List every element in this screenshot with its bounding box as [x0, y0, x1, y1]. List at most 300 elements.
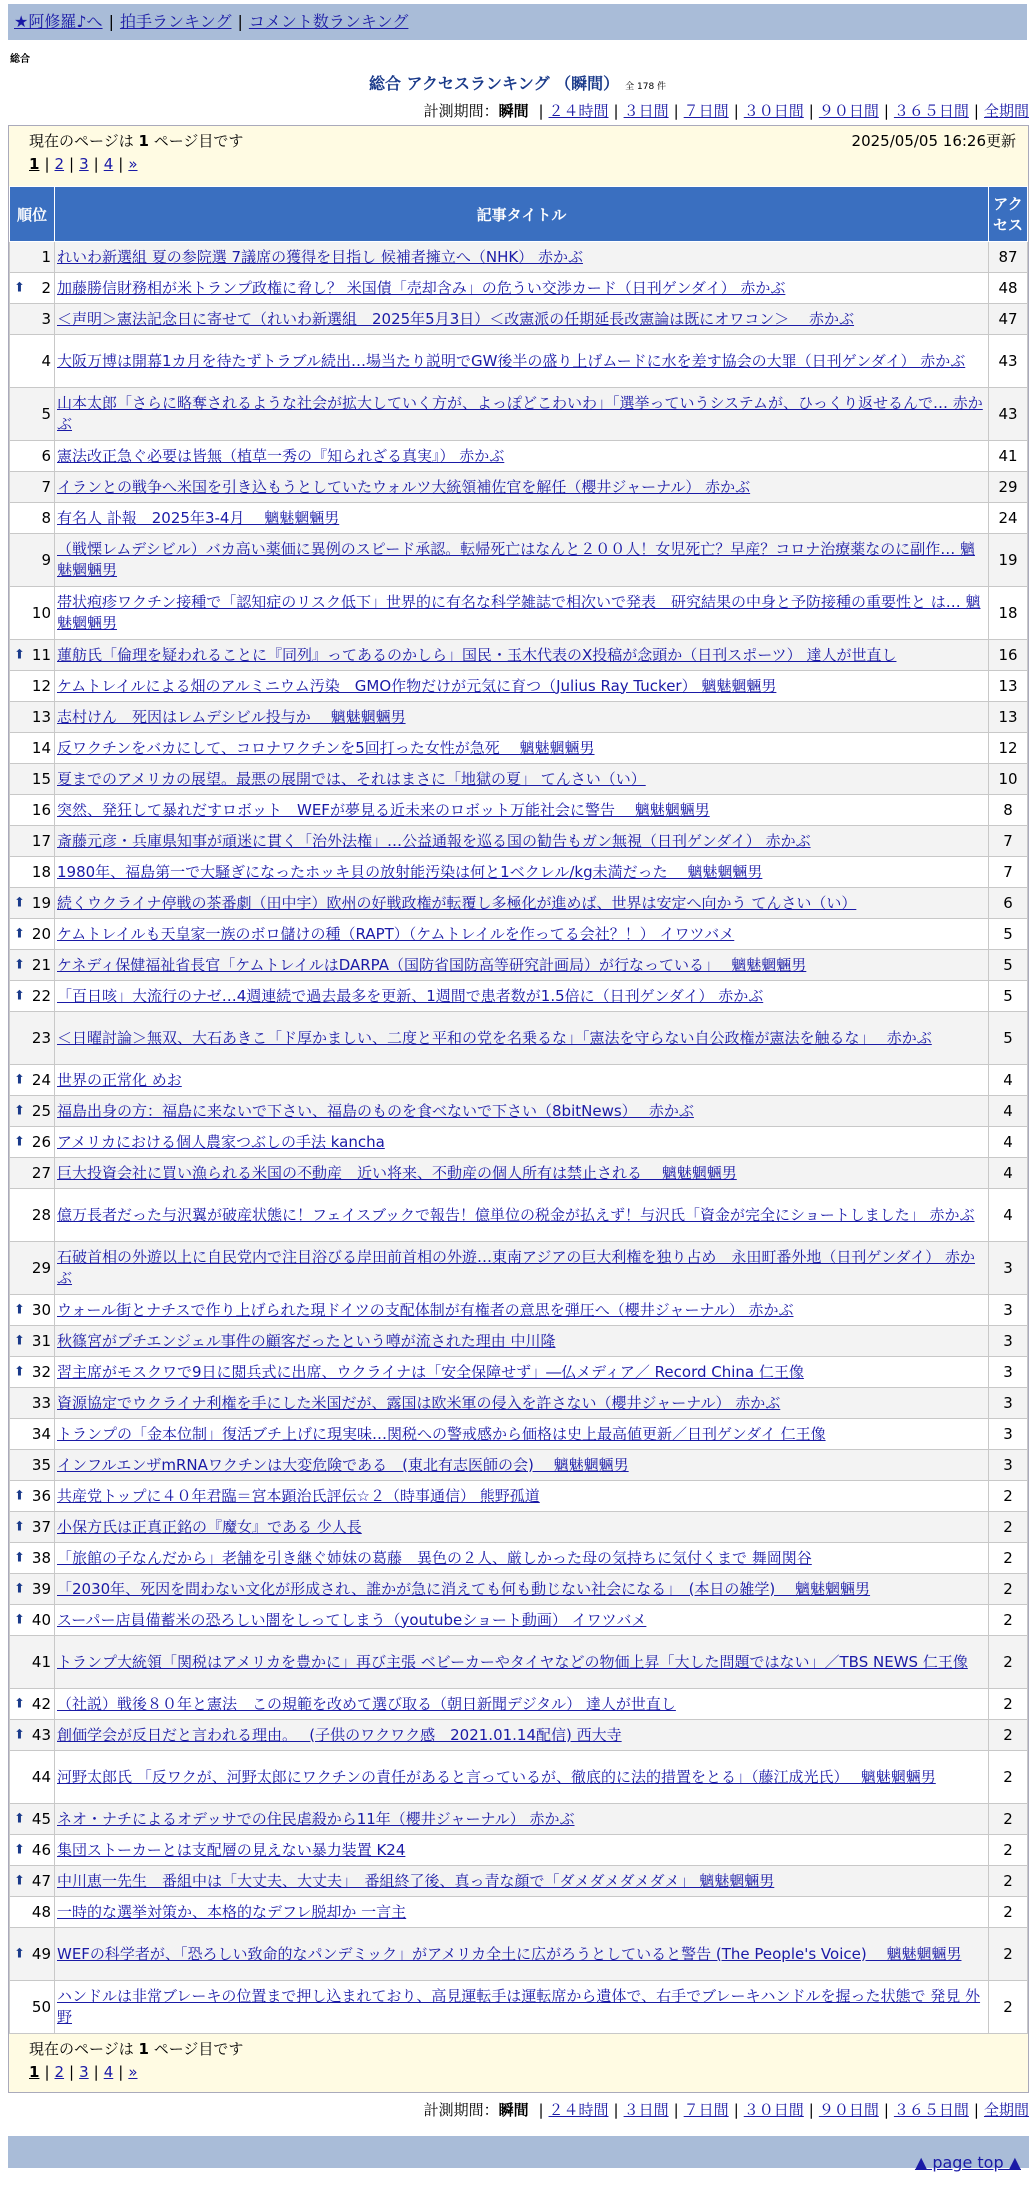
access-count: 24: [989, 503, 1028, 534]
separator: |: [733, 2101, 739, 2119]
article-link[interactable]: スーパー店員備蓄米の恐ろしい闇をしってしまう（youtubeショート動画） イワツバメ: [57, 1610, 647, 1629]
access-count: 3: [989, 1242, 1028, 1295]
article-link[interactable]: ケネディ保健福祉省長官「ケムトレイルはDARPA（国防省国防高等研究計画局）が行なっている」 魑魅魍魎男: [57, 955, 807, 974]
article-link[interactable]: ウォール街とナチスで作り上げられた現ドイツの支配体制が有権者の意思を弾圧へ（櫻井ジャーナル） 赤かぶ: [57, 1300, 794, 1319]
table-row: [10, 587, 1028, 640]
table-row: [10, 1242, 1028, 1295]
rank-number: 43: [31, 1726, 51, 1744]
access-count: 48: [989, 273, 1028, 304]
article-link[interactable]: れいわ新選組 夏の参院選 7議席の獲得を目指し 候補者擁立へ（NHK） 赤かぶ: [57, 247, 583, 266]
table-row: [10, 388, 1028, 441]
title-cell: [55, 1388, 989, 1419]
rank-number: 49: [31, 1945, 51, 1963]
access-count: 29: [989, 472, 1028, 503]
rank-number: 46: [31, 1841, 51, 1859]
title-cell: [55, 1127, 989, 1158]
period-link[interactable]: ３６５日間: [893, 2101, 969, 2119]
separator: |: [673, 102, 679, 120]
rank-number: 48: [31, 1903, 51, 1921]
rank-number: 24: [31, 1071, 51, 1089]
article-link[interactable]: 帯状疱疹ワクチン接種で「認知症のリスク低下」世界的に有名な科学雑誌で相次いで発表 研究結果の中身と予防接種の重要性と は… 魑魅魍魎男: [57, 593, 981, 632]
period-link[interactable]: 全期間: [983, 102, 1029, 120]
article-link[interactable]: 共産党トップに４０年君臨＝宮本顕治氏評伝☆２（時事通信） 熊野孤道: [57, 1486, 540, 1505]
separator: |: [613, 2101, 619, 2119]
article-link[interactable]: 志村けん 死因はレムデシビル投与か 魑魅魍魎男: [57, 707, 406, 726]
period-label: 計測期間：: [423, 2101, 499, 2119]
rank-number: 36: [31, 1487, 51, 1505]
rank-cell: [10, 388, 55, 441]
table-row: [10, 826, 1028, 857]
rank-cell: [10, 1866, 55, 1897]
header-title: 記事タイトル: [55, 187, 989, 242]
rank-number: 35: [31, 1456, 51, 1474]
table-row: [10, 441, 1028, 472]
access-count: 5: [989, 981, 1028, 1012]
title-cell: [55, 1981, 989, 2034]
access-count: 5: [989, 950, 1028, 981]
rank-number: 37: [31, 1518, 51, 1536]
access-count: 43: [989, 388, 1028, 441]
access-count: 18: [989, 587, 1028, 640]
nav-link-comment-ranking[interactable]: コメント数ランキング: [248, 12, 409, 31]
rank-cell: [10, 1835, 55, 1866]
access-count: 4: [989, 1096, 1028, 1127]
article-link[interactable]: 習主席がモスクワで9日に閲兵式に出席、ウクライナは「安全保障せず」―仏メディア／ Record China 仁王像: [57, 1362, 804, 1381]
separator: |: [673, 2101, 679, 2119]
table-row: [10, 1189, 1028, 1242]
table-row: [10, 1065, 1028, 1096]
rank-cell: [10, 587, 55, 640]
article-link[interactable]: 小保方氏は正真正銘の『魔女』である 少人長: [57, 1517, 362, 1536]
rank-up-icon: ⬆: [14, 1612, 25, 1628]
rank-cell: [10, 1928, 55, 1981]
article-link[interactable]: 河野太郎氏 「反ワクが、河野太郎にワクチンの責任があると言っているが、徹底的に法的措置をとる」（藤江成光氏） 魑魅魍魎男: [57, 1767, 936, 1786]
updated-time: 2025/05/05 16:26更新: [851, 132, 1016, 150]
category-label: 総合: [10, 54, 30, 65]
access-count: 6: [989, 888, 1028, 919]
separator: |: [93, 155, 99, 173]
article-link[interactable]: アメリカにおける個人農家つぶしの手法 kancha: [57, 1132, 385, 1151]
page-link-1: 1: [29, 2063, 40, 2081]
period-link[interactable]: ２４時間: [548, 102, 609, 120]
period-link[interactable]: ３日間: [623, 2101, 669, 2119]
rank-up-icon: ⬆: [14, 1811, 25, 1827]
access-count: 4: [989, 1127, 1028, 1158]
title-cell: [55, 671, 989, 702]
title-cell: [55, 472, 989, 503]
rank-cell: [10, 273, 55, 304]
article-link[interactable]: 続くウクライナ停戦の茶番劇（田中宇）欧州の好戦政権が転覆し多極化が進めば、世界は安定へ向かう てんさい（い）: [57, 893, 857, 912]
article-link[interactable]: トランプ大統領「関税はアメリカを豊かに」再び主張 ベビーカーやタイヤなどの物価上昇「大した問題ではない」／TBS NEWS 仁王像: [57, 1652, 968, 1671]
table-row: [10, 1450, 1028, 1481]
article-link[interactable]: WEFの科学者が、「恐ろしい致命的なパンデミック」がアメリカ全土に広がろうとしていると警告 (The People's Voice) 魑魅魍魎男: [57, 1944, 962, 1963]
title-cell: [55, 1158, 989, 1189]
rank-cell: [10, 1574, 55, 1605]
table-row: [10, 1605, 1028, 1636]
pageinfo-bottom: [9, 2034, 1028, 2092]
title-cell: [55, 1835, 989, 1866]
rank-cell: [10, 1751, 55, 1804]
rank-cell: [10, 826, 55, 857]
table-row: [10, 1574, 1028, 1605]
rank-number: 21: [31, 956, 51, 974]
current-page-text: 現在のページは 1 ページ目です: [29, 2040, 244, 2058]
period-link[interactable]: ３０日間: [743, 102, 804, 120]
rank-number: 12: [31, 677, 51, 695]
rank-cell: [10, 795, 55, 826]
rank-number: 6: [41, 447, 51, 465]
access-count: 7: [989, 826, 1028, 857]
rank-cell: [10, 1543, 55, 1574]
rank-cell: [10, 1689, 55, 1720]
title-cell: [55, 1481, 989, 1512]
rank-cell: [10, 1127, 55, 1158]
rank-number: 27: [31, 1164, 51, 1182]
rank-up-icon: ⬆: [14, 1842, 25, 1858]
access-count: 47: [989, 304, 1028, 335]
title-cell: [55, 981, 989, 1012]
title-cell: [55, 1605, 989, 1636]
rank-cell: [10, 1326, 55, 1357]
article-link[interactable]: 憲法改正急ぐ必要は皆無（植草一秀の『知られざる真実』） 赤かぶ: [57, 446, 505, 465]
access-count: 4: [989, 1189, 1028, 1242]
article-link[interactable]: 中川恵一先生 番組中は「大丈夫、大丈夫」 番組終了後、真っ青な顔で「ダメダメダメダメ」 魑魅魍魎男: [57, 1871, 775, 1890]
ranking-box: [8, 125, 1029, 2093]
title-cell: [55, 1295, 989, 1326]
rank-cell: [10, 888, 55, 919]
access-count: 3: [989, 1326, 1028, 1357]
total-count: 全 178 件: [625, 82, 667, 92]
table-row: [10, 671, 1028, 702]
table-row: [10, 1897, 1028, 1928]
access-count: 2: [989, 1720, 1028, 1751]
title-cell: [55, 1804, 989, 1835]
article-link[interactable]: 「旅館の子なんだから」老舗を引き継ぐ姉妹の葛藤 異色の２人、厳しかった母の気持ちに気付くまで 舞岡関谷: [57, 1548, 812, 1567]
table-row: [10, 1096, 1028, 1127]
table-row: [10, 1751, 1028, 1804]
article-link[interactable]: 集団ストーカーとは支配層の見えない暴力装置 K24: [57, 1840, 406, 1859]
rank-up-icon: ⬆: [14, 280, 25, 296]
separator: |: [118, 2063, 124, 2081]
rank-number: 20: [31, 925, 51, 943]
rank-cell: [10, 1012, 55, 1065]
period-selector-top: [0, 100, 1029, 121]
separator: |: [973, 102, 979, 120]
title-cell: [55, 335, 989, 388]
rank-cell: [10, 1357, 55, 1388]
access-count: 10: [989, 764, 1028, 795]
article-link[interactable]: ケムトレイルによる畑のアルミニウム汚染 GMO作物だけが元気に育つ（Julius Ray Tucker） 魑魅魍魎男: [57, 676, 777, 695]
page-link-2[interactable]: 2: [54, 2063, 65, 2081]
access-count: 13: [989, 702, 1028, 733]
rank-number: 8: [41, 509, 51, 527]
article-link[interactable]: ＜声明＞憲法記念日に寄せて（れいわ新選組 2025年5月3日）＜改憲派の任期延長改憲論は既にオワコン＞ 赤かぶ: [57, 309, 855, 328]
rank-cell: [10, 702, 55, 733]
rank-cell: [10, 534, 55, 587]
title-cell: [55, 1928, 989, 1981]
article-link[interactable]: 蓮舫氏「倫理を疑われることに『同列』ってあるのかしら」国民・玉木代表のX投稿が念頭か（日刊スポーツ） 達人が世直し: [57, 645, 897, 664]
page-top-link[interactable]: ▲ page top ▲: [914, 2153, 1021, 2172]
page-link-3[interactable]: 3: [79, 2063, 89, 2081]
title-cell: [55, 1189, 989, 1242]
rank-cell: [10, 764, 55, 795]
rank-number: 41: [31, 1653, 51, 1671]
rank-number: 40: [31, 1611, 51, 1629]
table-row: [10, 242, 1028, 273]
period-current: 瞬間: [498, 102, 529, 120]
access-count: 2: [989, 1751, 1028, 1804]
page-link-1: 1: [29, 155, 40, 173]
access-count: 4: [989, 1158, 1028, 1189]
article-link[interactable]: 有名人 訃報 2025年3-4月 魑魅魍魎男: [57, 508, 340, 527]
rank-up-icon: ⬆: [14, 1550, 25, 1566]
page-link-3[interactable]: 3: [79, 155, 89, 173]
separator: |: [733, 102, 739, 120]
rank-up-icon: ⬆: [14, 1333, 25, 1349]
table-row: [10, 1804, 1028, 1835]
period-link[interactable]: ９０日間: [818, 102, 879, 120]
table-row: [10, 857, 1028, 888]
access-count: 3: [989, 1388, 1028, 1419]
access-count: 13: [989, 671, 1028, 702]
access-count: 8: [989, 795, 1028, 826]
nav-link-clap-ranking[interactable]: 拍手ランキング: [119, 12, 232, 31]
table-row: [10, 1835, 1028, 1866]
rank-number: 18: [31, 863, 51, 881]
article-link[interactable]: ＜日曜討論＞無双、大石あきこ「ド厚かましい、二度と平和の党を名乗るな」「憲法を守らない自公政権が憲法を触るな」 赤かぶ: [57, 1028, 932, 1047]
period-link[interactable]: ９０日間: [818, 2101, 879, 2119]
rank-number: 17: [31, 832, 51, 850]
table-row: [10, 1158, 1028, 1189]
table-row: [10, 733, 1028, 764]
current-page-text: 現在のページは 1 ページ目です: [29, 132, 244, 150]
rank-number: 29: [31, 1259, 51, 1277]
table-row: [10, 1512, 1028, 1543]
rank-cell: [10, 242, 55, 273]
article-link[interactable]: （社説）戦後８０年と憲法 この規範を改めて選び取る（朝日新聞デジタル） 達人が世直し: [57, 1694, 676, 1713]
rank-cell: [10, 950, 55, 981]
rank-cell: [10, 981, 55, 1012]
access-count: 2: [989, 1897, 1028, 1928]
access-count: 5: [989, 919, 1028, 950]
title-cell: [55, 764, 989, 795]
title-cell: [55, 950, 989, 981]
rank-number: 32: [31, 1363, 51, 1381]
rank-up-icon: ⬆: [14, 1581, 25, 1597]
title-cell: [55, 1357, 989, 1388]
page-title: [0, 71, 1035, 94]
table-row: [10, 1543, 1028, 1574]
title-cell: [55, 534, 989, 587]
rank-number: 26: [31, 1133, 51, 1151]
table-row: [10, 1928, 1028, 1981]
rank-number: 42: [31, 1695, 51, 1713]
rank-cell: [10, 1636, 55, 1689]
page-link-2[interactable]: 2: [54, 155, 65, 173]
article-link[interactable]: 「2030年、死因を問わない文化が形成され、誰かが急に消えても何も動じない社会になる」 (本日の雑学) 魑魅魍魎男: [57, 1579, 871, 1598]
rank-up-icon: ⬆: [14, 1696, 25, 1712]
separator: |: [538, 2101, 544, 2119]
rank-cell: [10, 1804, 55, 1835]
article-link[interactable]: 創価学会が反日だと言われる理由。 (子供のワクワク感 2021.01.14配信) 西大寺: [57, 1725, 622, 1744]
rank-up-icon: ⬆: [14, 957, 25, 973]
access-count: 2: [989, 1866, 1028, 1897]
rank-up-icon: ⬆: [14, 1103, 25, 1119]
rank-number: 13: [31, 708, 51, 726]
rank-cell: [10, 304, 55, 335]
article-link[interactable]: 反ワクチンをバカにして、コロナワクチンを5回打った女性が急死 魑魅魍魎男: [57, 738, 595, 757]
title-cell: [55, 1065, 989, 1096]
table-row: [10, 1481, 1028, 1512]
article-link[interactable]: インフルエンザmRNAワクチンは大変危険である (東北有志医師の会) 魑魅魍魎男: [57, 1455, 629, 1474]
article-link[interactable]: （戦慄レムデシビル）バカ高い薬価に異例のスピード承認。転帰死亡はなんと２００人！女児死亡？早産？コロナ治療薬なのに副作… 魑魅魍魎男: [57, 540, 975, 579]
table-row: [10, 1127, 1028, 1158]
title-cell: [55, 1720, 989, 1751]
top-nav: ★阿修羅♪へ | 拍手ランキング | コメント数ランキング: [8, 4, 1027, 40]
rank-up-icon: ⬆: [14, 988, 25, 1004]
article-link[interactable]: 福島出身の方：福島に来ないで下さい、福島のものを食べないで下さい（8bitNews） 赤かぶ: [57, 1101, 694, 1120]
period-label: 計測期間：: [423, 102, 499, 120]
ranking-title: 総合 アクセスランキング （瞬間）: [368, 74, 620, 93]
rank-number: 38: [31, 1549, 51, 1567]
table-row: [10, 1981, 1028, 2034]
rank-number: 9: [41, 551, 51, 569]
rank-up-icon: ⬆: [14, 647, 25, 663]
title-cell: [55, 587, 989, 640]
title-cell: [55, 1543, 989, 1574]
rank-cell: [10, 441, 55, 472]
period-link[interactable]: 全期間: [983, 2101, 1029, 2119]
rank-number: 1: [41, 248, 51, 266]
access-count: 2: [989, 1835, 1028, 1866]
period-link[interactable]: ３６５日間: [893, 102, 969, 120]
period-link[interactable]: ３０日間: [743, 2101, 804, 2119]
article-link[interactable]: トランプの「金本位制」復活ブチ上げに現実味…関税への警戒感から価格は史上最高値更新／日刊ゲンダイ 仁王像: [57, 1424, 826, 1443]
table-row: [10, 795, 1028, 826]
title-cell: [55, 1897, 989, 1928]
separator: |: [118, 155, 124, 173]
rank-up-icon: ⬆: [14, 1072, 25, 1088]
rank-number: 23: [31, 1029, 51, 1047]
article-link[interactable]: 石破首相の外遊以上に自民党内で注目浴びる岸田前首相の外遊…東南アジアの巨大利権を独り占め 永田町番外地（日刊ゲンダイ） 赤かぶ: [57, 1248, 975, 1287]
table-row: [10, 764, 1028, 795]
rank-number: 39: [31, 1580, 51, 1598]
title-cell: [55, 503, 989, 534]
access-count: 2: [989, 1481, 1028, 1512]
rank-cell: [10, 1981, 55, 2034]
rank-cell: [10, 919, 55, 950]
rank-number: 44: [31, 1768, 51, 1786]
period-link[interactable]: ２４時間: [548, 2101, 609, 2119]
access-count: 3: [989, 1450, 1028, 1481]
article-link[interactable]: ケムトレイルも天皇家一族のボロ儲けの種（RAPT）（ケムトレイルを作ってる会社？！） イワツバメ: [57, 924, 735, 943]
period-link[interactable]: ３日間: [623, 102, 669, 120]
article-link[interactable]: 億万長者だった与沢翼が破産状態に！フェイスブックで報告！億単位の税金が払えず！与沢氏「資金が完全にショートしました」 赤かぶ: [57, 1205, 975, 1224]
title-cell: [55, 388, 989, 441]
table-row: [10, 304, 1028, 335]
rank-number: 2: [41, 279, 51, 297]
article-link[interactable]: 巨大投資会社に買い漁られる米国の不動産 近い将来、不動産の個人所有は禁止される 魑魅魍魎男: [57, 1163, 737, 1182]
page-link-4[interactable]: 4: [103, 155, 114, 173]
article-link[interactable]: 資源協定でウクライナ利権を手にした米国だが、露国は欧米軍の侵入を許さない（櫻井ジャーナル） 赤かぶ: [57, 1393, 781, 1412]
rank-number: 16: [31, 801, 51, 819]
rank-cell: [10, 1242, 55, 1295]
article-link[interactable]: 山本太郎「さらに略奪されるような社会が拡大していく方が、よっぽどこわいわ」「選挙っていうシステムが、ひっくり返せるんで… 赤かぶ: [57, 394, 983, 433]
pageinfo-top: [9, 126, 1028, 186]
ranking-table: [9, 186, 1028, 2034]
access-count: 2: [989, 1689, 1028, 1720]
separator: |: [93, 2063, 99, 2081]
article-link[interactable]: 加藤勝信財務相が米トランプ政権に脅し？ 米国債「売却含み」の危うい交渉カード（日刊ゲンダイ） 赤かぶ: [57, 278, 786, 297]
rank-cell: [10, 671, 55, 702]
table-row: [10, 1326, 1028, 1357]
article-link[interactable]: 秋篠宮がプチエンジェル事件の顧客だったという噂が流された理由 中川隆: [57, 1331, 556, 1350]
rank-up-icon: ⬆: [14, 1302, 25, 1318]
period-link[interactable]: ７日間: [683, 2101, 729, 2119]
separator: |: [883, 2101, 889, 2119]
article-link[interactable]: 突然、発狂して暴れだすロボット WEFが夢見る近未来のロボット万能社会に警告 魑魅魍魎男: [57, 800, 710, 819]
table-row: [10, 1866, 1028, 1897]
rank-up-icon: ⬆: [14, 1488, 25, 1504]
rank-up-icon: ⬆: [14, 1873, 25, 1889]
title-cell: [55, 1419, 989, 1450]
article-link[interactable]: 大阪万博は開幕1カ月を待たずトラブル続出…場当たり説明でGW後半の盛り上げムードに水を差す協会の大罪（日刊ゲンダイ） 赤かぶ: [57, 351, 966, 370]
article-link[interactable]: 1980年、福島第一で大騒ぎになったホッキ貝の放射能汚染は何と1ベクレル/kg未満だった 魑魅魍魎男: [57, 862, 763, 881]
rank-cell: [10, 1720, 55, 1751]
access-count: 2: [989, 1804, 1028, 1835]
article-link[interactable]: 一時的な選挙対策か、本格的なデフレ脱却か 一言主: [57, 1902, 407, 1921]
title-cell: [55, 1866, 989, 1897]
article-link[interactable]: イランとの戦争へ米国を引き込もうとしていたウォルツ大統領補佐官を解任（櫻井ジャーナル） 赤かぶ: [57, 477, 751, 496]
table-row: [10, 1012, 1028, 1065]
pager: [29, 2063, 1016, 2081]
rank-cell: [10, 1512, 55, 1543]
rank-cell: [10, 1388, 55, 1419]
page-link-4[interactable]: 4: [103, 2063, 114, 2081]
table-row: [10, 503, 1028, 534]
article-link[interactable]: 世界の正常化 めお: [57, 1070, 182, 1089]
rank-number: 10: [31, 604, 51, 622]
access-count: 12: [989, 733, 1028, 764]
nav-link-ashura[interactable]: ★阿修羅♪へ: [14, 12, 103, 31]
rank-cell: [10, 1897, 55, 1928]
rank-up-icon: ⬆: [14, 1364, 25, 1380]
rank-number: 34: [31, 1425, 51, 1443]
article-link[interactable]: 夏までのアメリカの展望。最悪の展開では、それはまさに「地獄の夏」 てんさい（い）: [57, 769, 646, 788]
period-link[interactable]: ７日間: [683, 102, 729, 120]
article-link[interactable]: 「百日咳」大流行のナゼ…4週連続で過去最多を更新、1週間で患者数が1.5倍に（日刊ゲンダイ） 赤かぶ: [57, 986, 764, 1005]
table-row: [10, 534, 1028, 587]
table-row: [10, 1636, 1028, 1689]
article-link[interactable]: 斎藤元彦・兵庫県知事が頑迷に貫く「治外法権」…公益通報を巡る国の勧告もガン無視（日刊ゲンダイ） 赤かぶ: [57, 831, 811, 850]
separator: |: [613, 102, 619, 120]
title-cell: [55, 1751, 989, 1804]
access-count: 16: [989, 640, 1028, 671]
footer-bar: [8, 2136, 1029, 2172]
article-link[interactable]: ハンドルは非常ブレーキの位置まで押し込まれており、高見運転手は運転席から遺体で、右手でブレーキハンドルを握った状態で 発見 外野: [57, 1987, 981, 2026]
next-page-link[interactable]: »: [128, 155, 138, 173]
table-row: [10, 1357, 1028, 1388]
rank-cell: [10, 1481, 55, 1512]
pager: [29, 155, 1016, 173]
rank-cell: [10, 857, 55, 888]
next-page-link[interactable]: »: [128, 2063, 138, 2081]
rank-cell: [10, 472, 55, 503]
title-cell: [55, 1096, 989, 1127]
rank-cell: [10, 503, 55, 534]
article-link[interactable]: ネオ・ナチによるオデッサでの住民虐殺から11年（櫻井ジャーナル） 赤かぶ: [57, 1809, 575, 1828]
rank-cell: [10, 1189, 55, 1242]
